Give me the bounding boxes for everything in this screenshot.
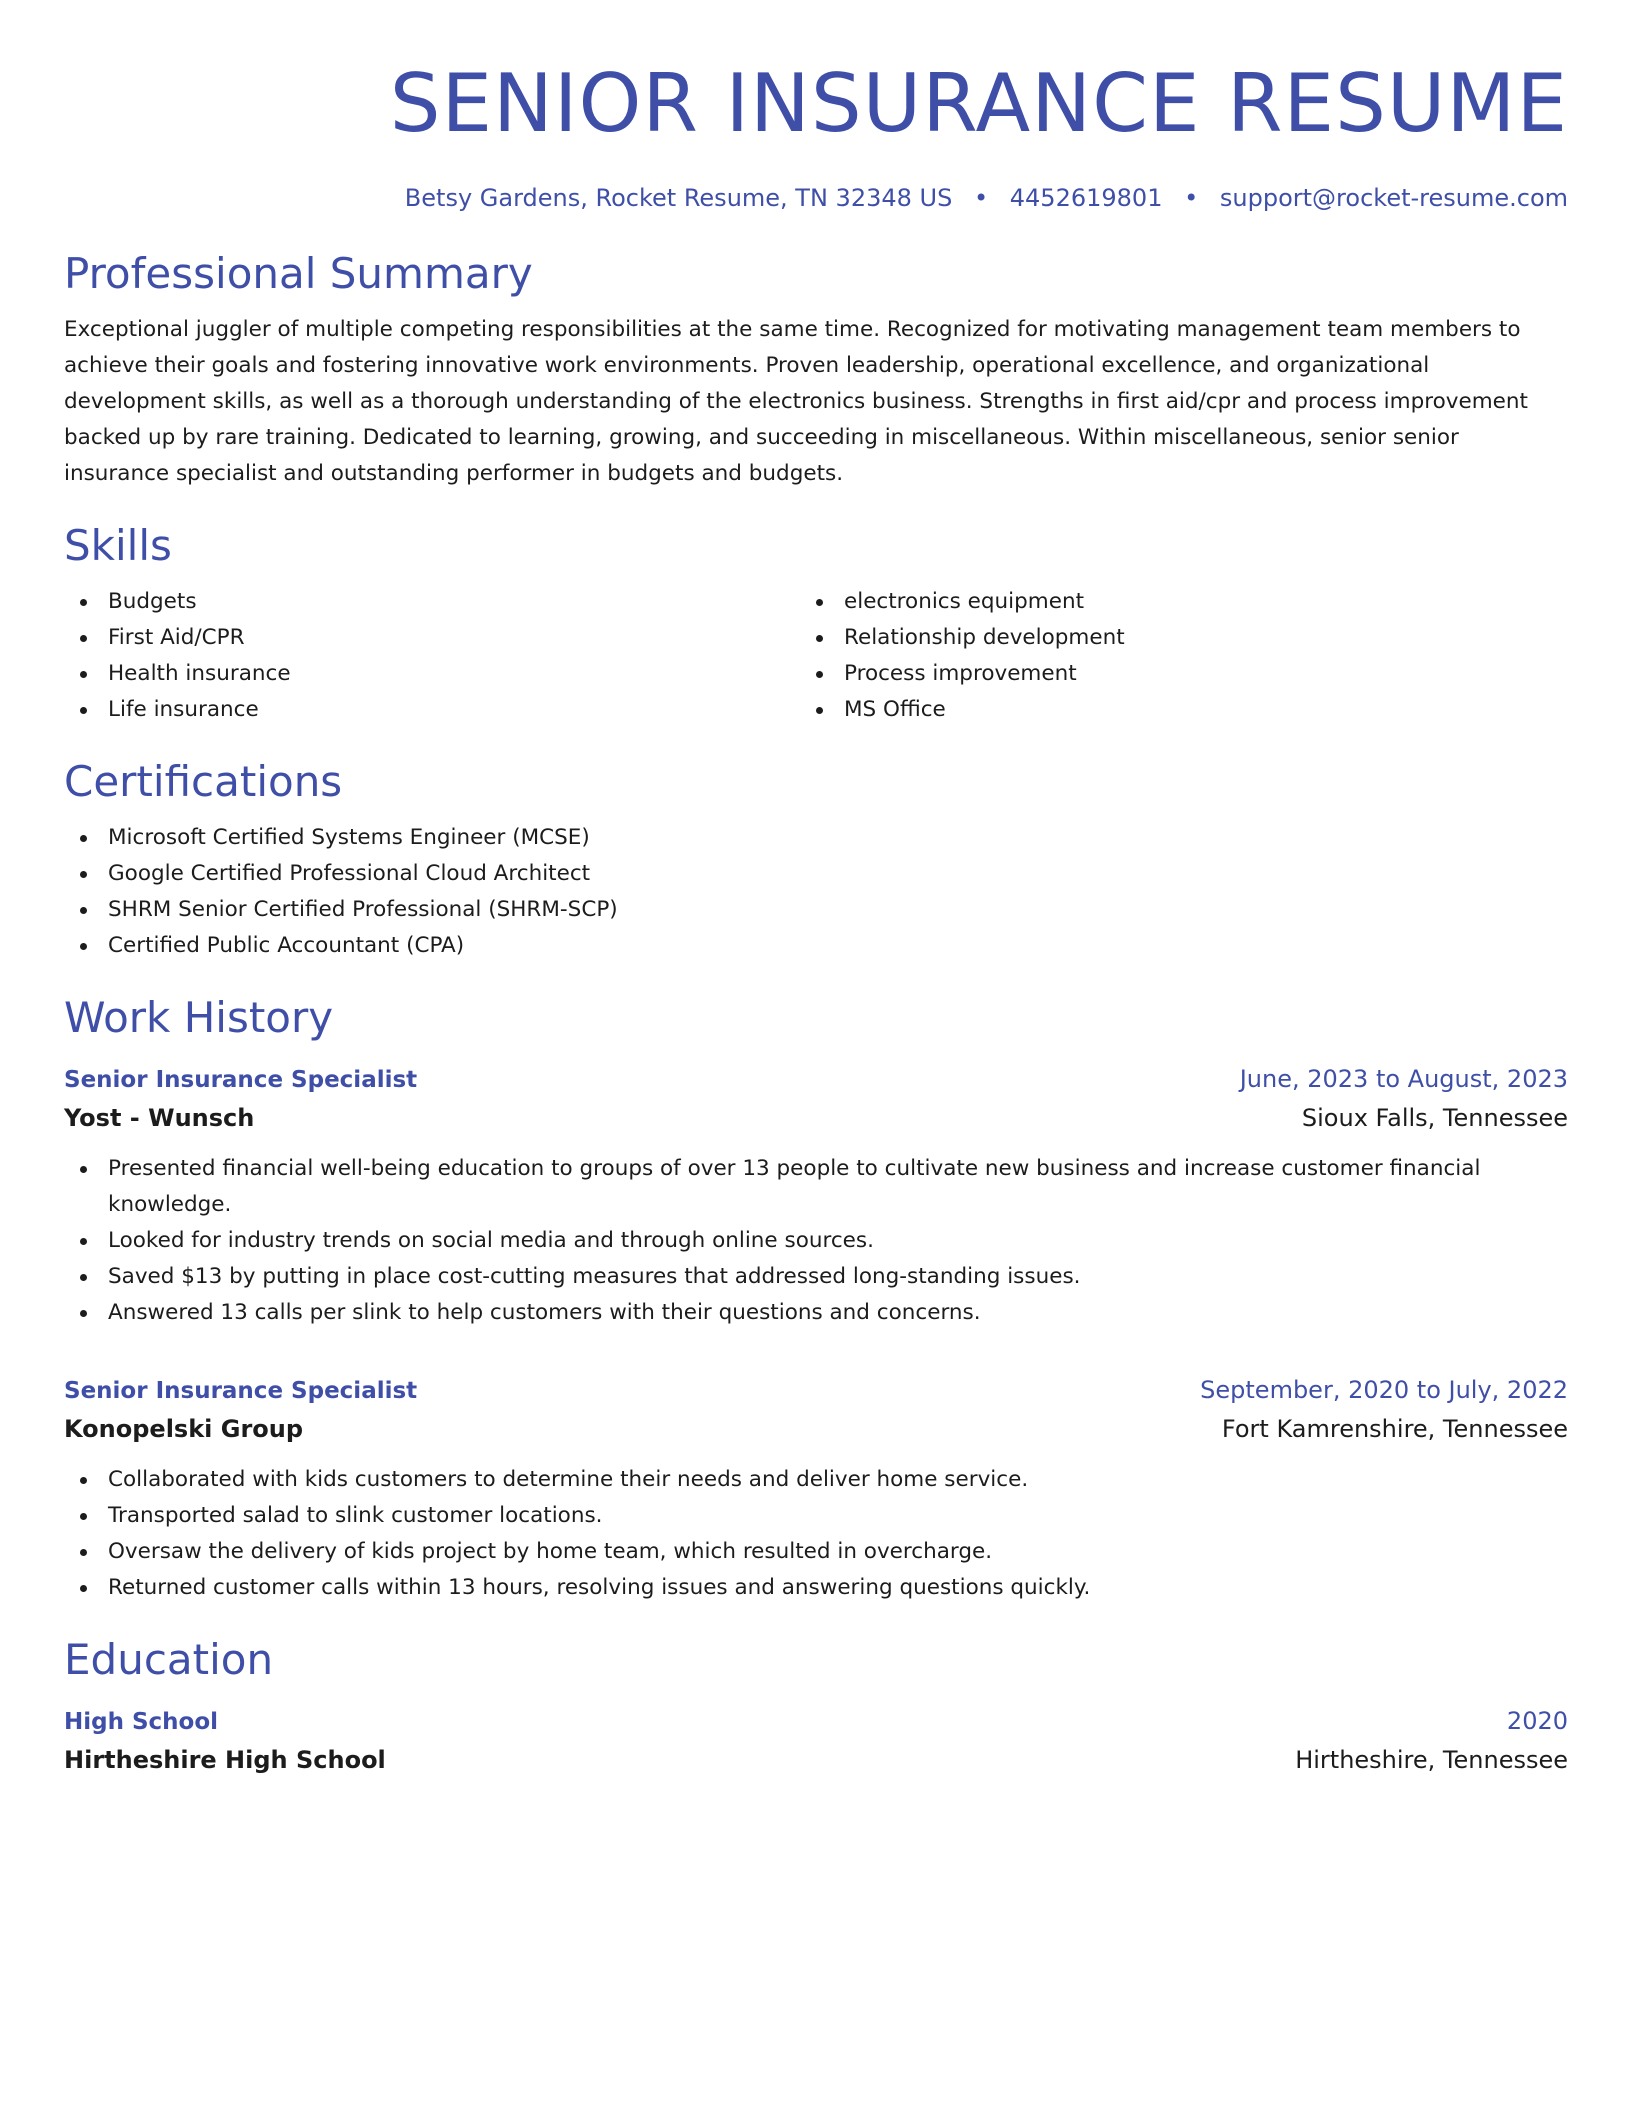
education-header-row (64, 1702, 1568, 1741)
contact-email: support@rocket-resume.com (1219, 184, 1568, 212)
education-entry (64, 1702, 1568, 1779)
job-bullets (64, 1151, 1568, 1331)
job-entry (64, 1060, 1568, 1331)
skill-item: Relationship development (800, 620, 1536, 656)
education-school: Hirtheshire High School (64, 1746, 386, 1774)
skills-column-left (64, 584, 800, 728)
job-header-row (64, 1060, 1568, 1099)
certification-item: SHRM Senior Certified Professional (SHRM-SCP) (64, 892, 1568, 928)
education-location: Hirtheshire, Tennessee (1295, 1746, 1568, 1774)
contact-separator: • (1184, 184, 1199, 212)
job-bullet: Looked for industry trends on social media and through online sources. (64, 1223, 1568, 1259)
education-degree: High School (64, 1709, 219, 1735)
job-location: Fort Kamrenshire, Tennessee (1221, 1415, 1568, 1443)
job-bullet: Answered 13 calls per slink to help customers with their questions and concerns. (64, 1295, 1568, 1331)
skills-grid (64, 584, 1568, 728)
skill-item: Health insurance (64, 656, 800, 692)
contact-address: Betsy Gardens, Rocket Resume, TN 32348 US (404, 184, 953, 212)
job-company-row (64, 1099, 1568, 1137)
contact-line (64, 182, 1568, 214)
summary-text: Exceptional juggler of multiple competing responsibilities at the same time. Recognized for motivating management team members to achieve their goals and fostering innovative work environments. Proven leadership, operational excellence, and organizational development skills, as well as a thorough understanding of the electronics business. Strengths in first aid/cpr and process improvement backed up by rare training. Dedicated to learning, growing, and succeeding in miscellaneous. Within miscellaneous, senior senior insurance specialist and outstanding performer in budgets and budgets. (64, 317, 1528, 486)
job-entry (64, 1371, 1568, 1606)
job-bullet: Returned customer calls within 13 hours, resolving issues and answering questions quickly. (64, 1570, 1568, 1606)
section-title-certifications: Certifications (64, 757, 343, 806)
contact-separator: • (973, 184, 989, 212)
summary-section (64, 248, 1568, 492)
job-company: Yost - Wunsch (64, 1104, 255, 1132)
section-title-work-history: Work History (64, 993, 334, 1042)
resume-title: SENIOR INSURANCE RESUME (389, 57, 1568, 150)
skill-item: First Aid/CPR (64, 620, 800, 656)
certifications-list (64, 820, 1568, 964)
section-title-education: Education (64, 1635, 274, 1684)
skills-column-right (800, 584, 1536, 728)
section-title-skills: Skills (64, 521, 172, 570)
skills-section (64, 520, 1568, 728)
job-header-row (64, 1371, 1568, 1410)
skill-item: Life insurance (64, 692, 800, 728)
certifications-section (64, 756, 1568, 964)
job-company-row (64, 1410, 1568, 1448)
job-company: Konopelski Group (64, 1415, 304, 1443)
job-bullets (64, 1462, 1568, 1606)
certification-item: Certified Public Accountant (CPA) (64, 928, 1568, 964)
job-title: Senior Insurance Specialist (64, 1067, 418, 1093)
job-location: Sioux Falls, Tennessee (1301, 1104, 1568, 1132)
skill-item: Budgets (64, 584, 800, 620)
education-school-row (64, 1741, 1568, 1779)
resume-header (64, 56, 1568, 214)
job-dates: September, 2020 to July, 2022 (1200, 1376, 1568, 1404)
education-year: 2020 (1506, 1707, 1568, 1735)
work-history-section (64, 992, 1568, 1606)
skill-item: electronics equipment (800, 584, 1536, 620)
skill-item: Process improvement (800, 656, 1536, 692)
job-bullet: Oversaw the delivery of kids project by home team, which resulted in overcharge. (64, 1534, 1568, 1570)
job-bullet: Saved $13 by putting in place cost-cutting measures that addressed long-standing issues. (64, 1259, 1568, 1295)
contact-phone: 4452619801 (1009, 184, 1163, 212)
skill-item: MS Office (800, 692, 1536, 728)
job-title: Senior Insurance Specialist (64, 1378, 418, 1404)
job-bullet: Collaborated with kids customers to determine their needs and deliver home service. (64, 1462, 1568, 1498)
education-section (64, 1634, 1568, 1779)
certification-item: Google Certified Professional Cloud Architect (64, 856, 1568, 892)
section-title-summary: Professional Summary (64, 249, 533, 298)
job-bullet: Transported salad to slink customer locations. (64, 1498, 1568, 1534)
job-bullet: Presented financial well-being education to groups of over 13 people to cultivate new business and increase customer financial knowledge. (64, 1151, 1568, 1223)
certification-item: Microsoft Certified Systems Engineer (MCSE) (64, 820, 1568, 856)
job-dates: June, 2023 to August, 2023 (1239, 1065, 1568, 1093)
